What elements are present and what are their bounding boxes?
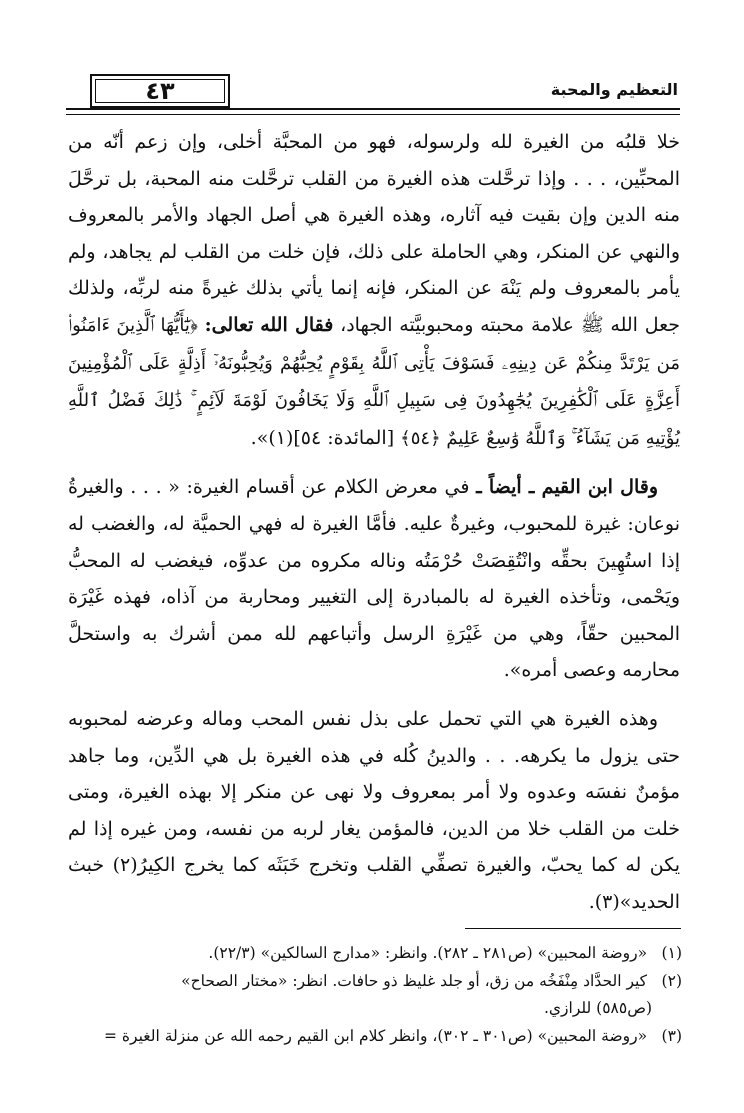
quran-verse: أَذِلَّةٍ عَلَى ٱلْمُؤْمِنِينَ أَعِزَّةٍ عَلَى ٱلْكَٰفِرِينَ يُجَٰهِدُونَ فِى سَبِيلِ ٱللَّهِ وَلَا يَخَافُونَ لَوْمَةَ لَآئِمٍ ۚ ذَٰلِكَ — [68, 352, 681, 412]
header-rule-thin — [66, 114, 680, 115]
main-text — [68, 124, 680, 920]
page-number-box — [90, 74, 230, 108]
text-line: خلا قلبُه من الغيرة لله ولرسوله، فهو من المحبَّة أخلى، وإن زعم أنّه من — [68, 131, 680, 153]
footnote-number: (٢) — [661, 971, 682, 990]
text-line: وما جاهد مؤمنٌ نفسَه وعدوه ولا أمر بمعروف ولا نهى عن منكر إلا بهذه — [68, 744, 680, 804]
text-line: والغيرةُ نوعان: غيرة للمحبوب، وغيرةٌ عليه. فأمَّا الغيرة له فهي الحميَّة له، — [68, 476, 680, 535]
page-header — [66, 74, 680, 110]
footnote-divider — [465, 928, 681, 929]
footnote-text: «روضة المحبين» (ص٣٠١ ـ ٣٠٢)، وانظر كلام ابن القيم رحمه الله عن منزلة الغيرة = — [104, 1026, 648, 1045]
footnote-text: (ص٥٨٥) للرازي. — [543, 999, 652, 1017]
text-line: يخرج الكِيرُ(٢) خبث الحديد»(٣). — [68, 854, 680, 913]
text-line: لمحبوبه حتى يزول ما يكرهه. . . والدينُ كُله في هذه الغيرة بل هي الدِّين، — [68, 707, 680, 767]
bold-text: فقال الله — [260, 313, 334, 336]
text-line: غيرةً منه لربِّه، ولذلك جعل الله ﷺ علامة محبته ومحبوبيَّته الجهاد، — [68, 277, 680, 336]
paragraph-1 — [68, 124, 680, 457]
text-line: المحبِّين، . . . وإذا ترحَّلت هذه الغيرة من القلب ترحَّلت منه المحبة، بل — [117, 167, 680, 190]
paragraph-3 — [68, 701, 680, 921]
footnote-text: كير الحدَّاد مِنْفَخُه من زق، أو جلد غليظ ذو حافات. انظر: «مختار الصحاح» — [181, 971, 648, 990]
footnote-2 — [46, 968, 682, 996]
header-rule — [66, 108, 680, 110]
bold-text: وقال ابن القيم ـ أيضاً ـ — [476, 476, 659, 499]
page-number: ٤٣ — [145, 77, 175, 105]
footnote-number: (١) — [661, 944, 682, 962]
running-title: التعظيم والمحبة — [550, 80, 678, 99]
quran-verse: فَضْلُ ٱللَّهِ يُؤْتِيهِ مَن يَشَآءُ ۚ وَٱللَّهُ وَٰسِعٌ عَلِيمٌ ﴿٥٤﴾ — [68, 390, 680, 449]
footnote-2-continued — [46, 995, 682, 1023]
text-line: في معرض الكلام عن أقسام الغيرة: « . . . — [130, 476, 470, 499]
footnote-1 — [46, 940, 682, 968]
text-line: بالمعروف والنهي عن المنكر، وهي الحاملة على ذلك، فإن خلت من القلب — [68, 204, 680, 263]
text-line: وهذه الغيرة هي التي تحمل على بذل نفس المحب وماله وعرضه — [136, 707, 659, 730]
paragraph-2 — [68, 469, 680, 689]
text-line: لم يجاهد، ولم يأمر بالمعروف ولم يَنْهَ عن المنكر، فإنه إنما يأتي بذلك — [68, 240, 680, 300]
text-line: أشرك به واستحلَّ محارمه وعصى أمره». — [68, 622, 680, 682]
verse-reference: [المائدة: ٥٤](١)». — [250, 426, 395, 449]
bold-text: تعالى: — [204, 313, 254, 336]
footnote-number: (٣) — [661, 1026, 682, 1045]
footnote-text: «روضة المحبين» (ص٢٨١ ـ ٢٨٢). وانظر: «مدارج السالكين» (٢٢/٣). — [208, 944, 648, 962]
text-line: فيغضب له المحبُّ ويَحْمى، وتأخذه الغيرة له بالمبادرة إلى التغيير ومحاربة — [68, 549, 680, 609]
text-line: ومن غيره إذا لم يكن له كما يحبّ، والغيرة تصفِّي القلب وتخرج خَبَثَه كما — [68, 817, 680, 877]
text-line: ترحَّلَ منه الدين وإن بقيت فيه آثاره، وهذه الغيرة هي أصل الجهاد والأمر — [68, 167, 680, 227]
text-line: من آذاه، فهذه غَيْرَة المحبين حقّاً، وهي من غَيْرَةِ الرسل وأتباعهم لله ممن — [68, 586, 680, 645]
footnotes — [46, 940, 682, 1050]
quran-verse: ﴿يَٰٓأَيُّهَا ٱلَّذِينَ ءَامَنُوا۟ مَن يَرْتَدَّ مِنكُمْ عَن دِينِهِۦ فَسَوْفَ يَأْتِى ٱللَّهُ بِقَوْمٍ يُحِبُّهُمْ وَيُحِبُّونَهُۥٓ — [68, 314, 680, 374]
footnote-3 — [46, 1023, 682, 1051]
text-line: والغضب له إذا استُهِينَ بحقِّه وانْتُقِصَتْ حُرْمَتُه وناله مكروه من عدوِّه، — [68, 512, 680, 572]
text-line: الغيرة، ومتى خلت من القلب خلا من الدين، فالمؤمن يغار لربه من نفسه، — [68, 781, 680, 840]
